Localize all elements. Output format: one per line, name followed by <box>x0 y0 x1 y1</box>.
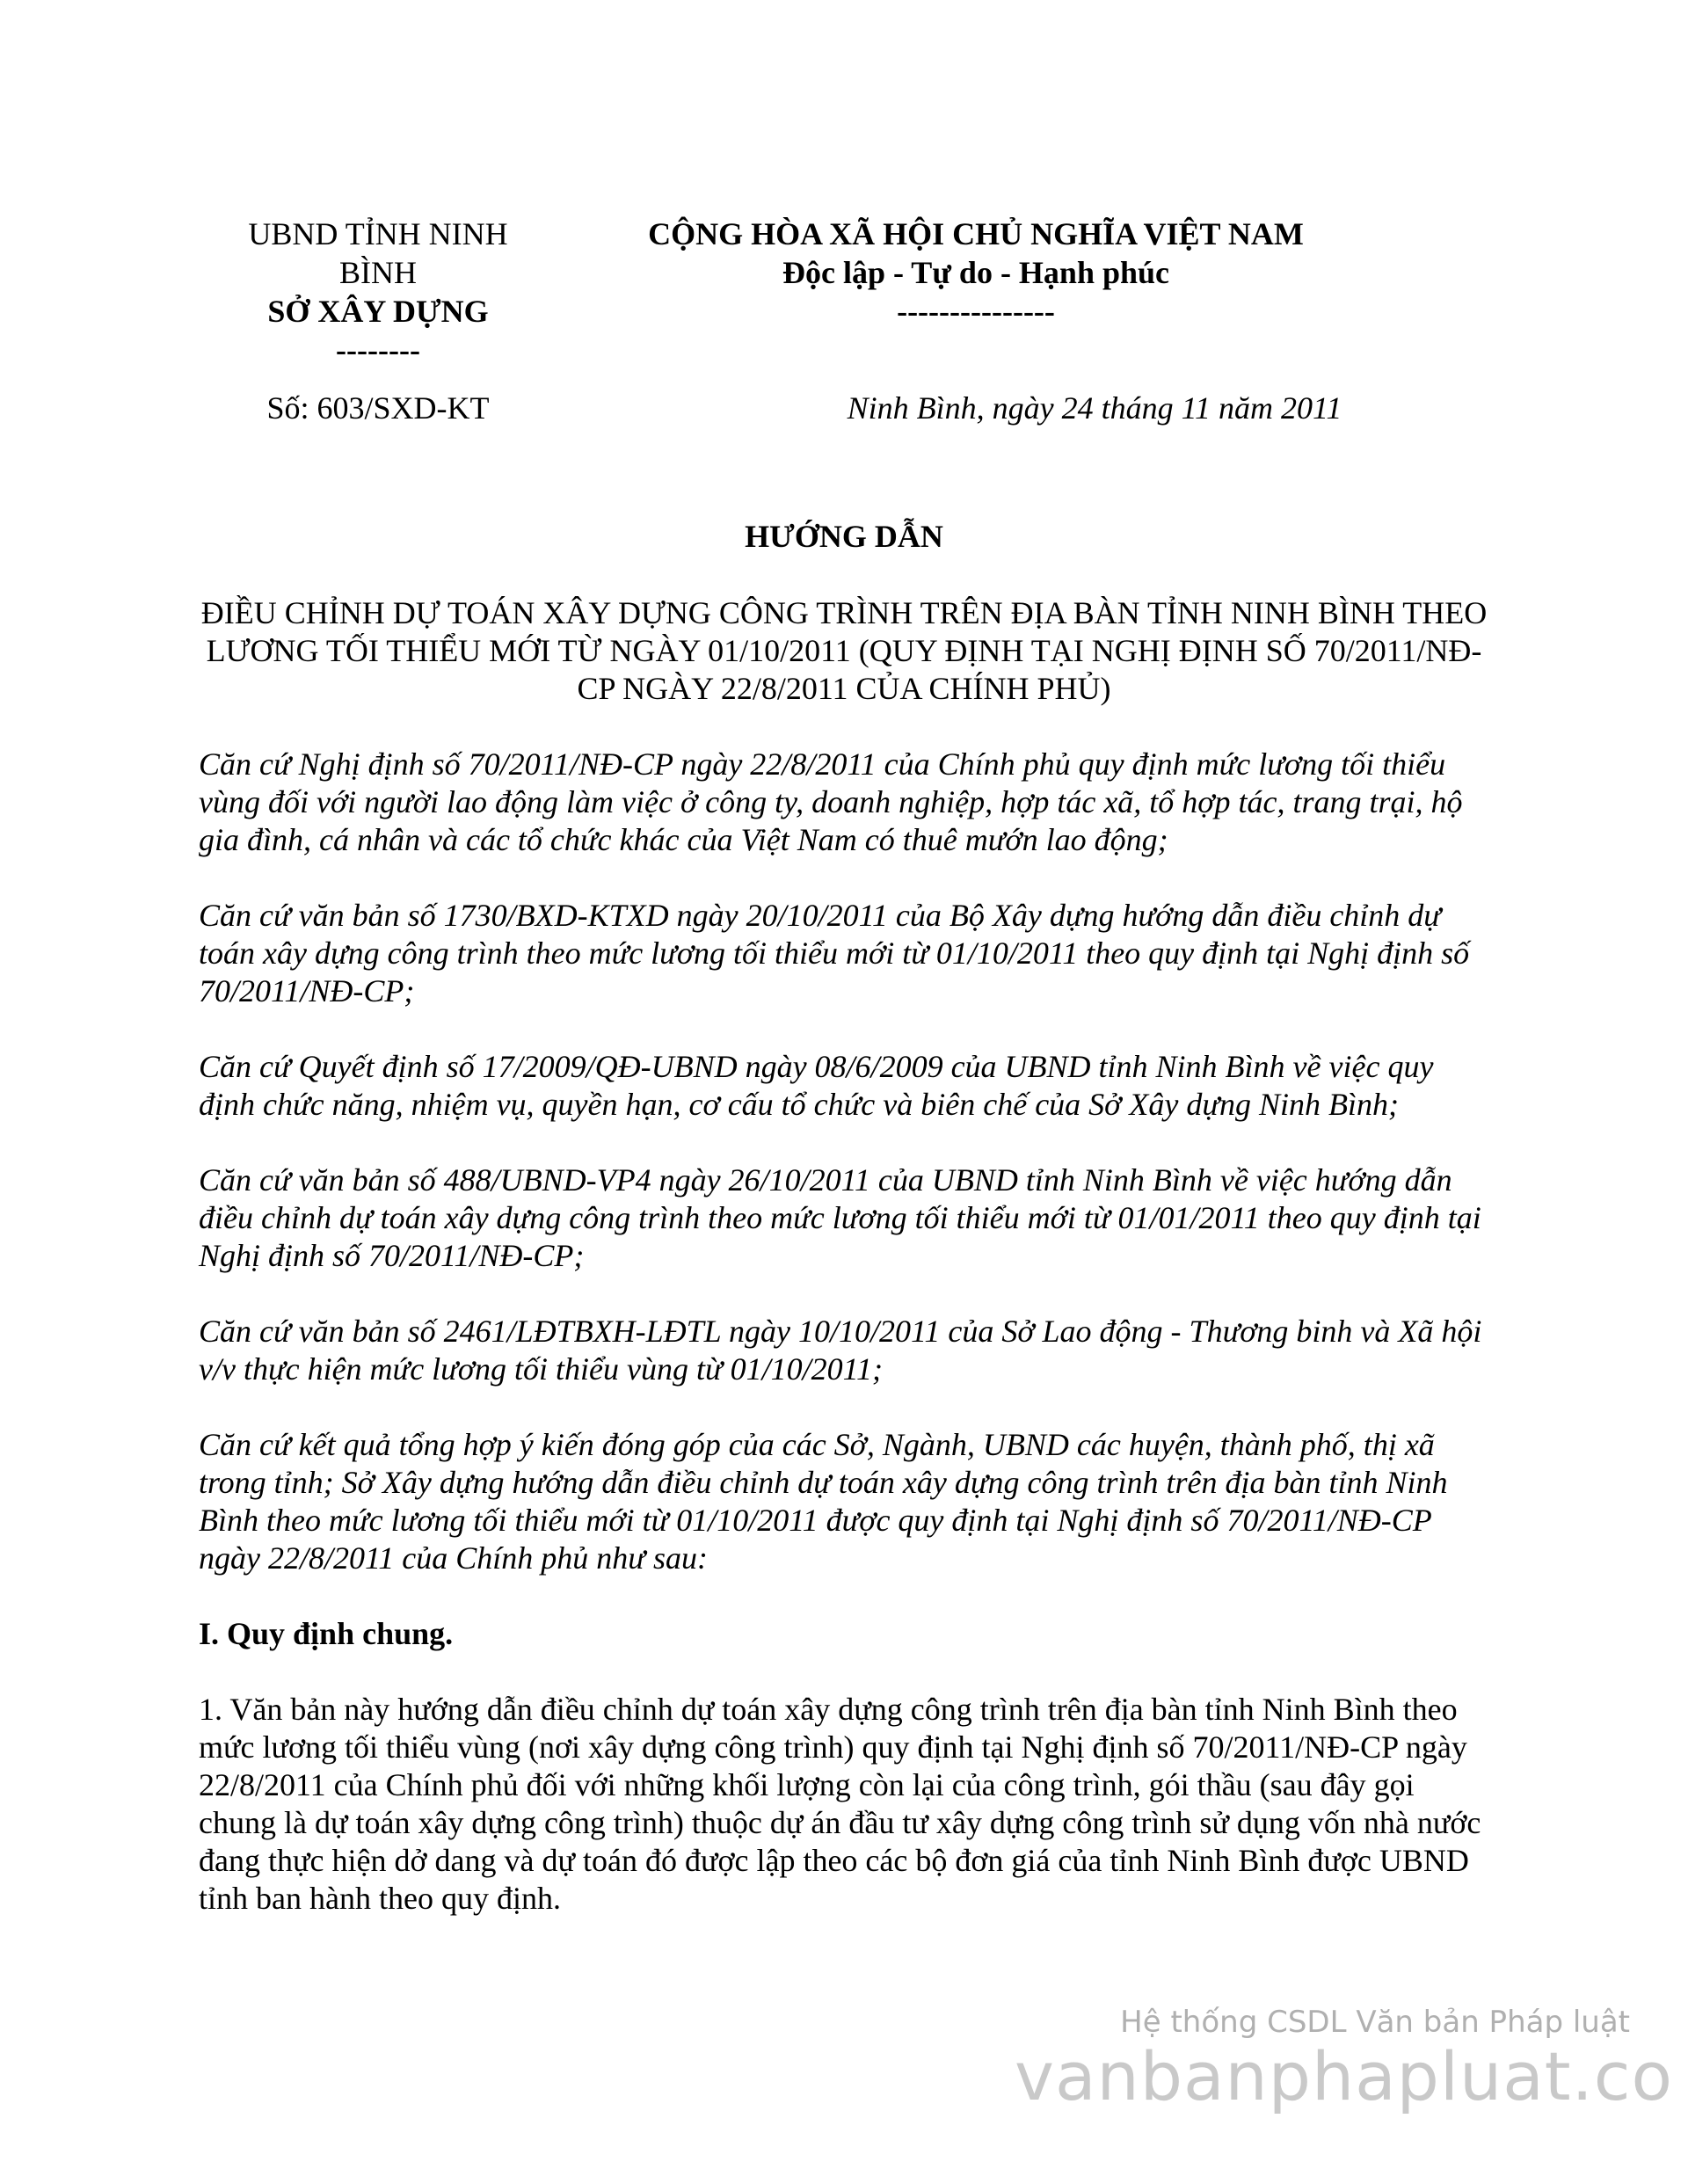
document-body <box>199 746 1491 1955</box>
watermark-site: vanbanphapluat.co <box>1015 2037 1674 2115</box>
legal-basis-item: Căn cứ kết quả tổng hợp ý kiến đóng góp của các Sở, Ngành, UBND các huyện, thành phố, thị xã trong tỉnh; Sở Xây dựng hướng dẫn điều chỉnh dự toán xây dựng công trình trên địa bàn tỉnh Ninh Bình theo mức lương tối thiểu mới từ 01/10/2011 được quy định tại Nghị định số 70/2011/NĐ-CP ngày 22/8/2011 của Chính phủ như sau: <box>199 1427 1448 1576</box>
legal-basis-item: Căn cứ Quyết định số 17/2009/QĐ-UBND ngày 08/6/2009 của UBND tỉnh Ninh Bình về việc quy định chức năng, nhiệm vụ, quyền hạn, cơ cấu tổ chức và biên chế của Sở Xây dựng Ninh Bình; <box>199 1049 1434 1122</box>
document-number: Số: 603/SXD-KT <box>266 390 490 426</box>
authority-divider: -------- <box>336 332 420 368</box>
country-name: CỘNG HÒA XÃ HỘI CHỦ NGHĨA VIỆT NAM <box>648 216 1304 251</box>
document-subtitle: ĐIỀU CHỈNH DỰ TOÁN XÂY DỰNG CÔNG TRÌNH TRÊN ĐỊA BÀN TỈNH NINH BÌNH THEO LƯƠNG TỐI THIỂU MỚI TỪ NGÀY 01/10/2011 (QUY ĐỊNH TẠI NGHỊ ĐỊNH SỐ 70/2011/NĐ-CP NGÀY 22/8/2011 CỦA CHÍNH PHỦ) <box>200 595 1488 706</box>
legal-basis-item: Căn cứ văn bản số 1730/BXD-KTXD ngày 20/10/2011 của Bộ Xây dựng hướng dẫn điều chỉnh dự toán xây dựng công trình theo mức lương tối thiểu mới từ 01/10/2011 theo quy định tại Nghị định số 70/2011/NĐ-CP; <box>199 898 1470 1008</box>
issue-date: Ninh Bình, ngày 24 tháng 11 năm 2011 <box>847 390 1342 426</box>
legal-basis-list <box>199 746 1491 1577</box>
watermark-caption: Hệ thống CSDL Văn bản Pháp luật <box>1120 2005 1630 2040</box>
legal-basis-item: Căn cứ văn bản số 488/UBND-VP4 ngày 26/10/2011 của UBND tỉnh Ninh Bình về việc hướng dẫn điều chỉnh dự toán xây dựng công trình theo mức lương tối thiểu mới từ 01/01/2011 theo quy định tại Nghị định số 70/2011/NĐ-CP; <box>199 1162 1481 1273</box>
watermark <box>1015 2005 1674 2115</box>
legal-basis-item: Căn cứ văn bản số 2461/LĐTBXH-LĐTL ngày 10/10/2011 của Sở Lao động - Thương binh và Xã hội v/v thực hiện mức lương tối thiểu vùng từ 01/10/2011; <box>199 1314 1482 1387</box>
authority-name-line2: BÌNH <box>339 255 417 290</box>
section-heading: I. Quy định chung. <box>199 1616 454 1651</box>
motto-divider: --------------- <box>897 294 1055 329</box>
national-heading-block <box>580 215 1372 331</box>
agency-name: SỞ XÂY DỰNG <box>267 294 489 329</box>
issuing-authority-block <box>220 215 536 369</box>
document-title: HƯỚNG DẪN <box>745 519 943 554</box>
national-motto: Độc lập - Tự do - Hạnh phúc <box>782 255 1170 290</box>
legal-basis-item: Căn cứ Nghị định số 70/2011/NĐ-CP ngày 22/8/2011 của Chính phủ quy định mức lương tối thiểu vùng đối với người lao động làm việc ở công ty, doanh nghiệp, hợp tác xã, tổ hợp tác, trang trại, hộ gia đình, cá nhân và các tổ chức khác của Việt Nam có thuê mướn lao động; <box>199 746 1463 857</box>
authority-name-line1: UBND TỈNH NINH <box>248 216 508 251</box>
section-paragraph: 1. Văn bản này hướng dẫn điều chỉnh dự toán xây dựng công trình trên địa bàn tỉnh Ninh Bình theo mức lương tối thiểu vùng (nơi xây dựng công trình) quy định tại Nghị định số 70/2011/NĐ-CP ngày 22/8/2011 của Chính phủ đối với những khối lượng còn lại của công trình, gói thầu (sau đây gọi chung là dự toán xây dựng công trình) thuộc dự án đầu tư xây dựng công trình sử dụng vốn nhà nước đang thực hiện dở dang và dự toán đó được lập theo các bộ đơn giá của tỉnh Ninh Bình được UBND tỉnh ban hành theo quy định. <box>199 1692 1481 1916</box>
